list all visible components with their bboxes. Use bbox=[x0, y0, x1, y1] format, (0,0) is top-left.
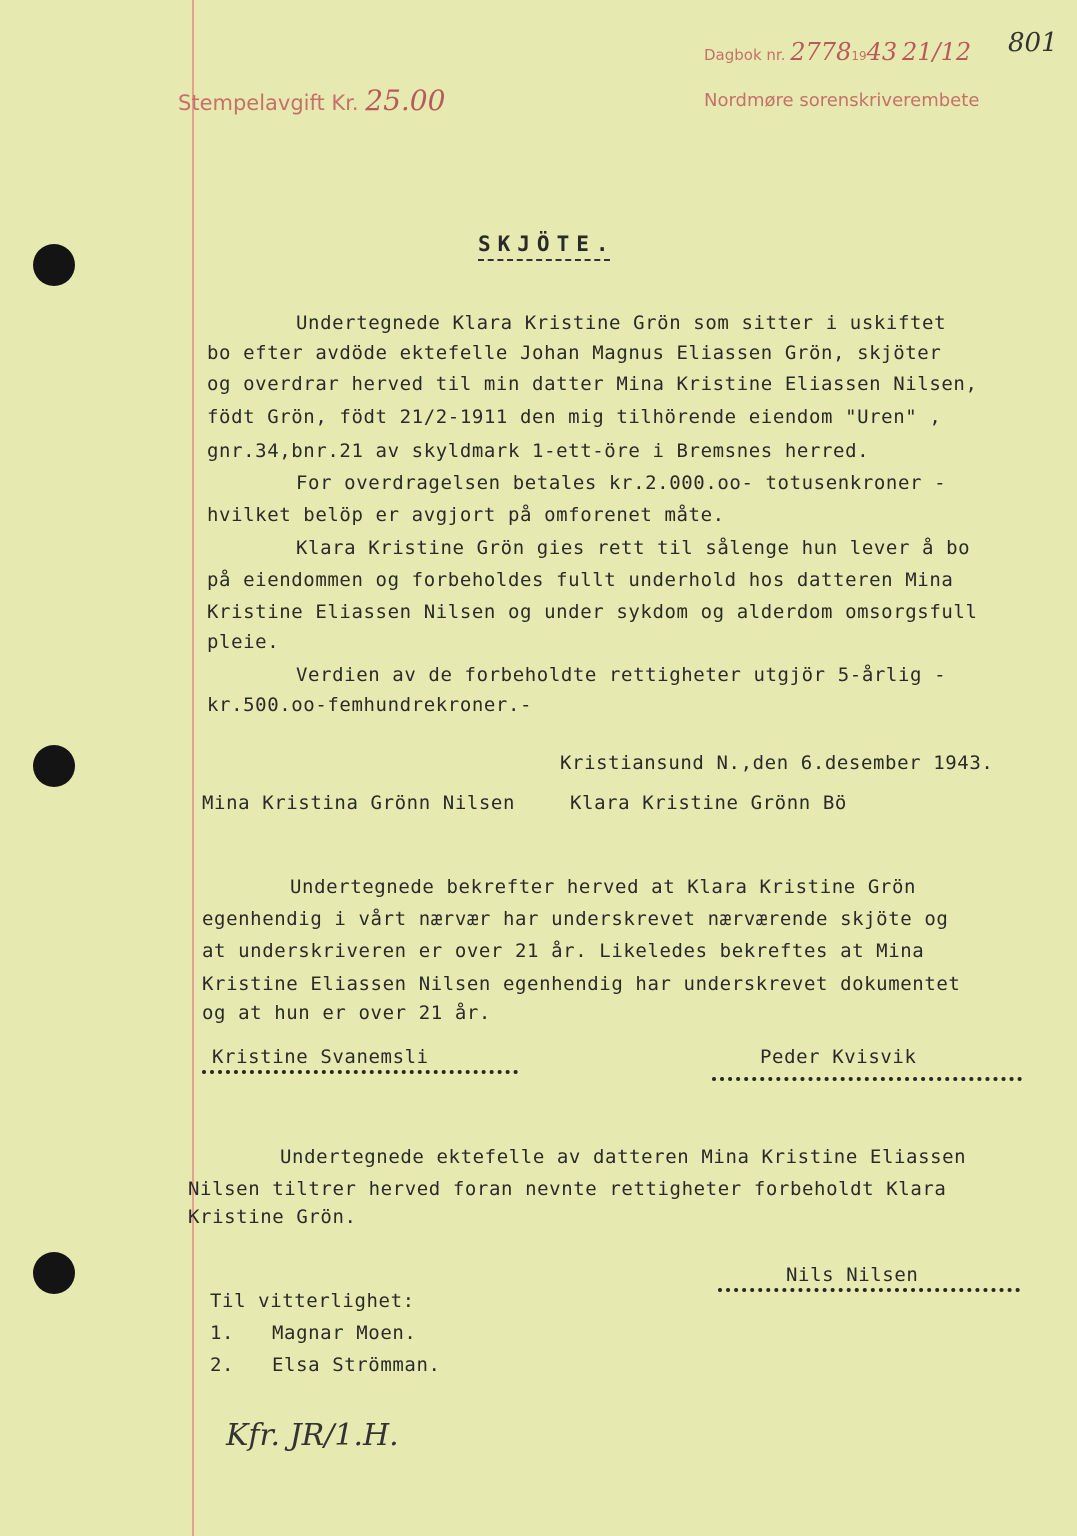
stamp-fee-value: 25.00 bbox=[365, 84, 446, 117]
punch-hole-icon bbox=[33, 244, 75, 286]
witness-line: egenhendig i vårt nærvær har underskrevet nærværende skjöte og bbox=[202, 908, 949, 930]
dagbok-number: 2778 bbox=[790, 38, 852, 66]
body-line: Undertegnede Klara Kristine Grön som sitter i uskiftet bbox=[296, 312, 947, 334]
place-date: Kristiansund N.,den 6.desember 1943. bbox=[560, 752, 994, 774]
witness-signature-peder: Peder Kvisvik bbox=[760, 1046, 917, 1068]
body-line: Klara Kristine Grön gies rett til sålenge hun lever å bo bbox=[296, 537, 971, 559]
body-line: hvilket belöp er avgjort på omforenet måte. bbox=[207, 504, 725, 526]
signature-dotted-line bbox=[202, 1070, 518, 1074]
spouse-line: Nilsen tiltrer herved foran nevnte rettigheter forbeholdt Klara bbox=[188, 1178, 947, 1200]
punch-hole-icon bbox=[33, 745, 75, 787]
body-line: födt Grön, födt 21/2-1911 den mig tilhörende eiendom "Uren" , bbox=[207, 406, 942, 428]
spouse-line: Undertegnede ektefelle av datteren Mina Kristine Eliassen bbox=[280, 1146, 967, 1168]
body-line: på eiendommen og forbeholdes fullt underhold hos datteren Mina bbox=[207, 569, 954, 591]
signature-dotted-line bbox=[718, 1288, 1020, 1292]
body-line: kr.500.oo-femhundrekroner.- bbox=[207, 694, 533, 716]
dagbok-label: Dagbok nr. bbox=[704, 46, 786, 64]
signature-mina: Mina Kristina Grönn Nilsen bbox=[202, 792, 516, 814]
body-line: og overdrar herved til min datter Mina Kristine Eliassen Nilsen, bbox=[207, 373, 978, 395]
dagbok-year-prefix: 19 bbox=[851, 49, 867, 63]
dagbok-year: 43 bbox=[866, 38, 898, 66]
attestation-num: 2. bbox=[210, 1354, 235, 1376]
stamp-fee bbox=[178, 84, 445, 117]
body-line: Kristine Eliassen Nilsen og under sykdom og alderdom omsorgsfull bbox=[207, 601, 978, 623]
dagbok-stamp bbox=[704, 38, 971, 66]
body-line: For overdragelsen betales kr.2.000.oo- totusenkroner - bbox=[296, 472, 947, 494]
spouse-line: Kristine Grön. bbox=[188, 1206, 357, 1228]
witness-signature-kristine: Kristine Svanemsli bbox=[212, 1046, 429, 1068]
body-line: Verdien av de forbeholdte rettigheter utgjör 5-årlig - bbox=[296, 664, 947, 686]
punch-hole-icon bbox=[33, 1252, 75, 1294]
attestation-name: Elsa Strömman. bbox=[272, 1354, 441, 1376]
document-title: SKJÖTE. bbox=[478, 232, 616, 256]
witness-line: Kristine Eliassen Nilsen egenhendig har underskrevet dokumentet bbox=[202, 973, 961, 995]
stamp-fee-label: Stempelavgift Kr. bbox=[178, 91, 359, 115]
office-stamp: Nordmøre sorenskriverembete bbox=[704, 90, 980, 111]
page-number: 801 bbox=[1008, 28, 1058, 58]
signature-dotted-line bbox=[712, 1077, 1022, 1081]
attestation-name: Magnar Moen. bbox=[272, 1322, 417, 1344]
footer-note: Kfr. JR/1.H. bbox=[226, 1418, 399, 1453]
body-line: pleie. bbox=[207, 631, 280, 653]
attestation-label: Til vitterlighet: bbox=[210, 1290, 415, 1312]
spouse-signature: Nils Nilsen bbox=[786, 1264, 919, 1286]
margin-line bbox=[192, 0, 194, 1536]
dagbok-date: 21/12 bbox=[901, 38, 972, 66]
signature-klara: Klara Kristine Grönn Bö bbox=[570, 792, 847, 814]
witness-line: og at hun er over 21 år. bbox=[202, 1002, 491, 1024]
body-line: bo efter avdöde ektefelle Johan Magnus Eliassen Grön, skjöter bbox=[207, 342, 942, 364]
witness-line: Undertegnede bekrefter herved at Klara Kristine Grön bbox=[290, 876, 917, 898]
body-line: gnr.34,bnr.21 av skyldmark 1-ett-öre i Bremsnes herred. bbox=[207, 440, 870, 462]
witness-line: at underskriveren er over 21 år. Likeledes bekreftes at Mina bbox=[202, 940, 925, 962]
attestation-num: 1. bbox=[210, 1322, 235, 1344]
